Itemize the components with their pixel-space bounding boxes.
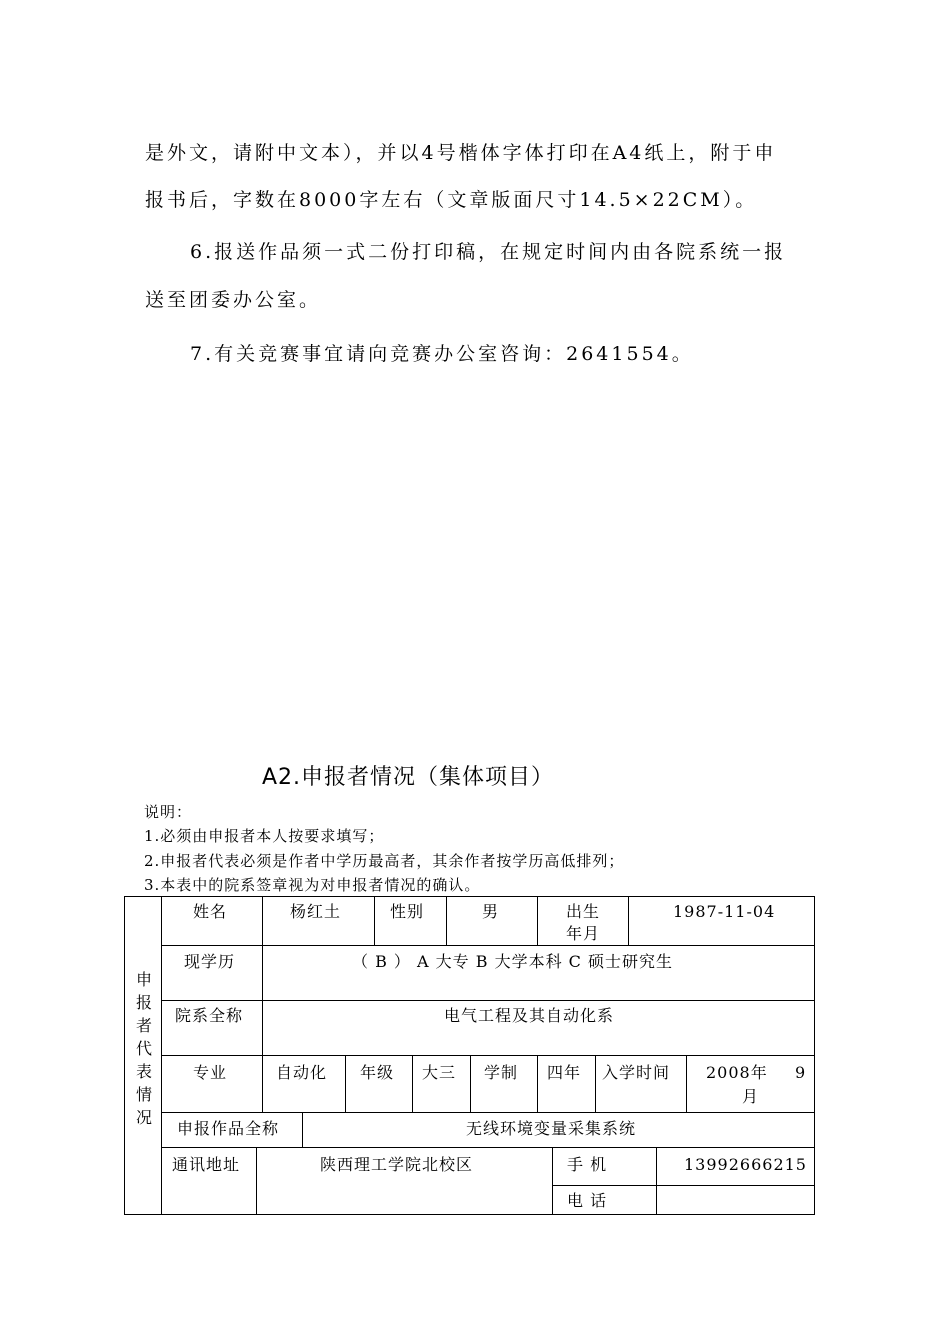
name-value: 杨红土 [290,902,342,921]
phone-label: 电 话 [567,1191,608,1210]
mobile-label: 手 机 [567,1155,608,1174]
table-rule [470,1055,471,1113]
birth-label: 出生 [566,902,601,921]
enrollment-label: 入学时间 [602,1063,671,1082]
education-label: 现学历 [184,952,236,971]
enrollment-value: 9 [795,1063,807,1082]
section-title: A2.申报者情况（集体项目） [262,765,555,790]
table-rule [161,945,815,946]
enrollment-value: 2008年 [706,1063,768,1082]
table-rule [262,896,263,1112]
major-value: 自动化 [276,1063,328,1082]
study-length-label: 学制 [484,1063,519,1082]
education-value: （ B ） A 大专 B 大学本科 C 硕士研究生 [352,952,674,971]
table-rule [537,1055,538,1113]
paragraph-item-6-end: 送至团委办公室。 [145,289,322,311]
table-rule [345,1055,346,1113]
table-rule [374,896,375,946]
address-value: 陕西理工学院北校区 [320,1155,474,1174]
major-label: 专业 [193,1063,228,1082]
grade-value: 大三 [422,1063,457,1082]
department-label: 院系全称 [175,1006,244,1025]
table-rule [161,1147,815,1148]
table-border [814,896,815,1215]
work-title-value: 无线环境变量采集系统 [466,1119,637,1138]
birth-label: 年月 [566,924,601,943]
table-rule [302,1112,303,1148]
table-rule [412,1055,413,1113]
table-border [124,896,125,1215]
department-value: 电气工程及其自动化系 [444,1006,615,1025]
note-item: 2.申报者代表必须是作者中学历最高者，其余作者按学历高低排列； [144,852,625,870]
table-rule [628,896,629,946]
table-rule [256,1147,257,1215]
table-border [124,896,815,897]
table-rule [656,1147,657,1215]
mobile-value: 13992666215 [684,1155,807,1174]
paragraph-continued: 是外文，请附中文本），并以4号楷体字体打印在A4纸上，附于申 [145,142,777,164]
side-label-applicant-representative: 申 报 者 代 表 情 况 [135,970,152,1127]
table-border [124,1214,815,1215]
paragraph-item-7: 7.有关竞赛事宜请向竞赛办公室咨询：2641554。 [190,343,694,365]
gender-label: 性别 [390,902,425,921]
gender-value: 男 [482,902,500,921]
table-rule [552,1185,815,1186]
table-rule [161,896,162,1215]
table-rule [537,896,538,946]
enrollment-value: 月 [742,1087,760,1106]
table-rule [161,1055,815,1056]
note-heading: 说明： [144,803,193,821]
table-rule [446,896,447,946]
address-label: 通讯地址 [172,1155,241,1174]
table-rule [161,1112,815,1113]
table-rule [161,1000,815,1001]
paragraph-item-6: 6.报送作品须一式二份打印稿，在规定时间内由各院系统一报 [190,241,787,263]
table-rule [595,1055,596,1113]
grade-label: 年级 [360,1063,395,1082]
note-item: 3.本表中的院系签章视为对申报者情况的确认。 [144,876,481,894]
birth-value: 1987-11-04 [673,902,776,921]
work-title-label: 申报作品全称 [177,1119,280,1138]
study-length-value: 四年 [547,1063,582,1082]
note-item: 1.必须由申报者本人按要求填写； [144,827,385,845]
table-rule [686,1055,687,1113]
table-rule [552,1147,553,1215]
name-label: 姓名 [193,902,228,921]
paragraph-continued-end: 报书后，字数在8000字左右（文章版面尺寸14.5×22CM）。 [145,189,758,211]
